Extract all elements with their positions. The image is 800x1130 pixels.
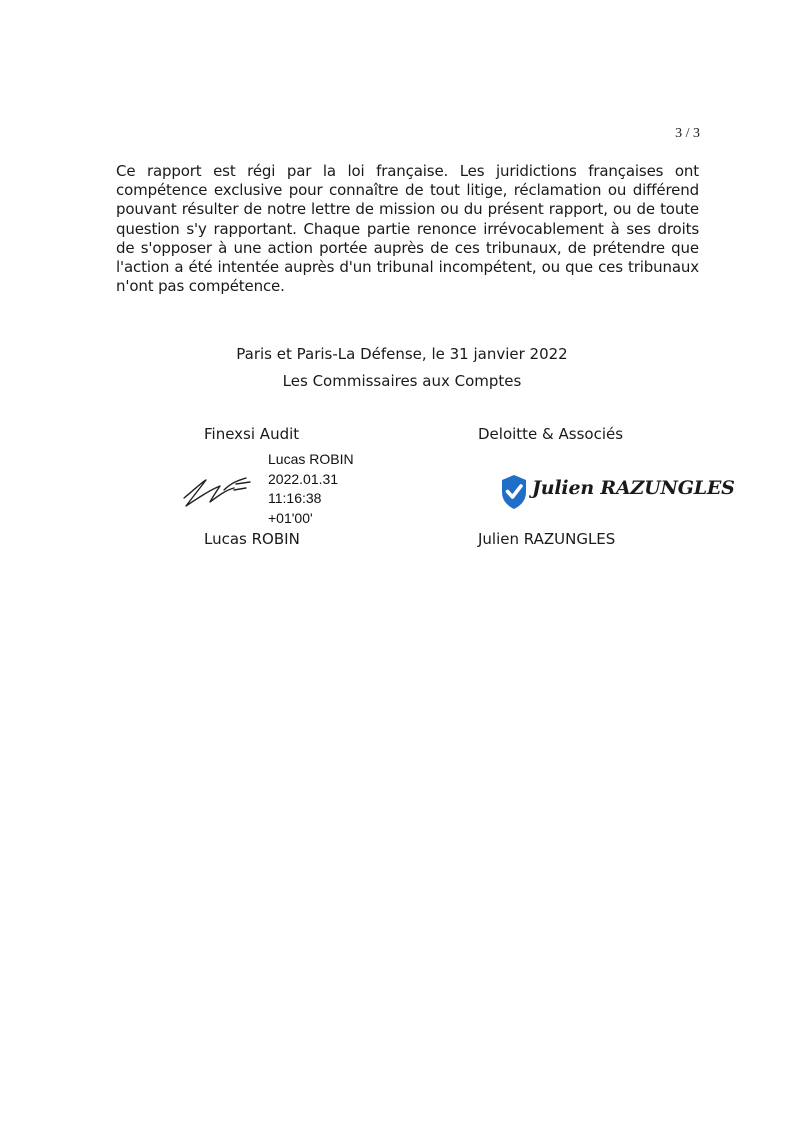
signature-scribble-icon	[180, 468, 254, 512]
signatories-title: Les Commissaires aux Comptes	[282, 372, 522, 390]
place-and-date: Paris et Paris-La Défense, le 31 janvier 2022	[236, 345, 568, 363]
signatory-name-left: Lucas ROBIN	[204, 530, 300, 548]
legal-paragraph: Ce rapport est régi par la loi française. Les juridictions françaises ont compétence exclusive pour connaître de tout litige, réclamation ou différend pouvant résulter de notre lettre de mission ou du présent rapport, ou de toute question s'y rapportant. Chaque partie renonce irrévocablement à ses droits de s'opposer à une action portée auprès de ces tribunaux, de prétendre que l'action a été intentée auprès d'un tribunal incompétent, ou que ces tribunaux n'ont pas compétence.	[116, 162, 699, 296]
digital-signature-stamp	[268, 450, 354, 528]
signatory-name-right: Julien RAZUNGLES	[478, 530, 616, 548]
stamp-line-time: 11:16:38	[268, 490, 322, 506]
page-number: 3 / 3	[675, 126, 700, 141]
shield-check-icon	[500, 474, 528, 510]
stamp-line-date: 2022.01.31	[268, 470, 339, 487]
stamp-line-name: Lucas ROBIN	[268, 451, 354, 467]
signature-razungles	[500, 474, 735, 514]
stamp-line-timezone: +01'00'	[268, 509, 313, 526]
signature-text: Julien RAZUNGLES	[532, 477, 735, 499]
firm-name-finexsi: Finexsi Audit	[204, 425, 300, 443]
firm-name-deloitte: Deloitte & Associés	[478, 425, 624, 443]
